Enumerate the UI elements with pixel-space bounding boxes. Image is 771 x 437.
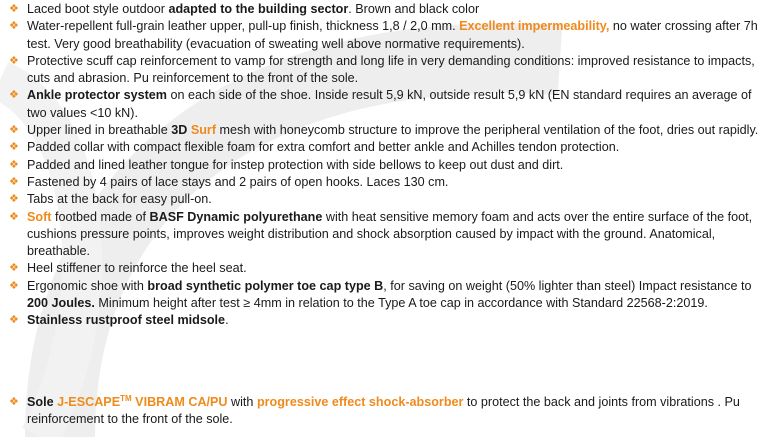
list-item: ❖ Heel stiffener to reinforce the heel seat. bbox=[8, 260, 766, 277]
bullet-icon: ❖ bbox=[9, 262, 19, 275]
list-item: ❖ Tabs at the back for easy pull-on. bbox=[8, 191, 766, 208]
list-item: ❖ Ergonomic shoe with broad synthetic polymer toe cap type B, for saving on weight (50% lighter than steel) Impact resistance to 200 Joules. Minimum height after test ≥ 4mm in relation to the Type A toe cap in accordance with Standard 22568-2:2019. bbox=[9, 278, 752, 311]
bullet-icon: ❖ bbox=[9, 193, 19, 206]
bullet-icon: ❖ bbox=[9, 158, 19, 171]
list-item: ❖ Ankle protector system on each side of the shoe. Inside result 5,9 kN, outside result 5,9 kN (EN standard requires an average of two values <10 kN). bbox=[9, 88, 752, 120]
bullet-icon: ❖ bbox=[9, 279, 19, 292]
feature-list bbox=[8, 1, 766, 330]
bullet-icon: ❖ bbox=[9, 210, 19, 223]
bullet-icon: ❖ bbox=[9, 141, 19, 154]
bullet-icon: ❖ bbox=[9, 124, 19, 137]
bullet-icon: ❖ bbox=[9, 54, 19, 67]
list-item: ❖ Padded and lined leather tongue for instep protection with side bellows to keep out dust and dirt. bbox=[8, 157, 766, 174]
bullet-icon: ❖ bbox=[9, 3, 19, 15]
list-item: ❖ Fastened by 4 pairs of lace stays and 2 pairs of open hooks. Laces 130 cm. bbox=[8, 174, 766, 191]
list-item: ❖ Water-repellent full-grain leather upper, pull-up finish, thickness 1,8 / 2,0 mm. Excellent impermeability, no water crossing after 7h test. Very good breathability (evacuation of sweating well above normative requirements). bbox=[9, 19, 758, 51]
bullet-icon: ❖ bbox=[9, 89, 19, 102]
list-item: ❖ Laced boot style outdoor adapted to the building sector. Brown and black color bbox=[8, 1, 766, 18]
list-item: ❖ Upper lined in breathable 3D Surf mesh with honeycomb structure to improve the peripheral ventilation of the foot, dries out rapidly. bbox=[8, 122, 766, 139]
bullet-icon: ❖ bbox=[9, 314, 19, 327]
bullet-icon: ❖ bbox=[9, 20, 19, 33]
list-item: ❖ Soft footbed made of BASF Dynamic polyurethane with heat sensitive memory foam and acts over the entire surface of the foot, cushions pressure points, improves weight distribution and shock absorption caused by impact with the ground. Anatomical, breathable. bbox=[9, 209, 753, 259]
bullet-icon: ❖ bbox=[9, 396, 19, 408]
list-item: ❖ Padded collar with compact flexible foam for extra comfort and better ankle and Achilles tendon protection. bbox=[8, 139, 766, 156]
bullet-icon: ❖ bbox=[9, 175, 19, 188]
sole-brand: J-ESCAPE™ VIBRAM CA/PU bbox=[57, 393, 228, 409]
list-item: ❖ Protective scuff cap reinforcement to vamp for strength and long life in very demanding conditions: improved resistance to impacts, cuts and abrasion. Pu reinforcement to the front of the sole. bbox=[9, 53, 755, 86]
sole-paragraph: ❖ Sole J-ESCAPE™ VIBRAM CA/PU with progressive effect shock-absorber to protect the back and joints from vibrations . Pu reinforcement to the front of the sole. bbox=[9, 393, 740, 427]
list-item: ❖ Stainless rustproof steel midsole. bbox=[8, 312, 766, 329]
